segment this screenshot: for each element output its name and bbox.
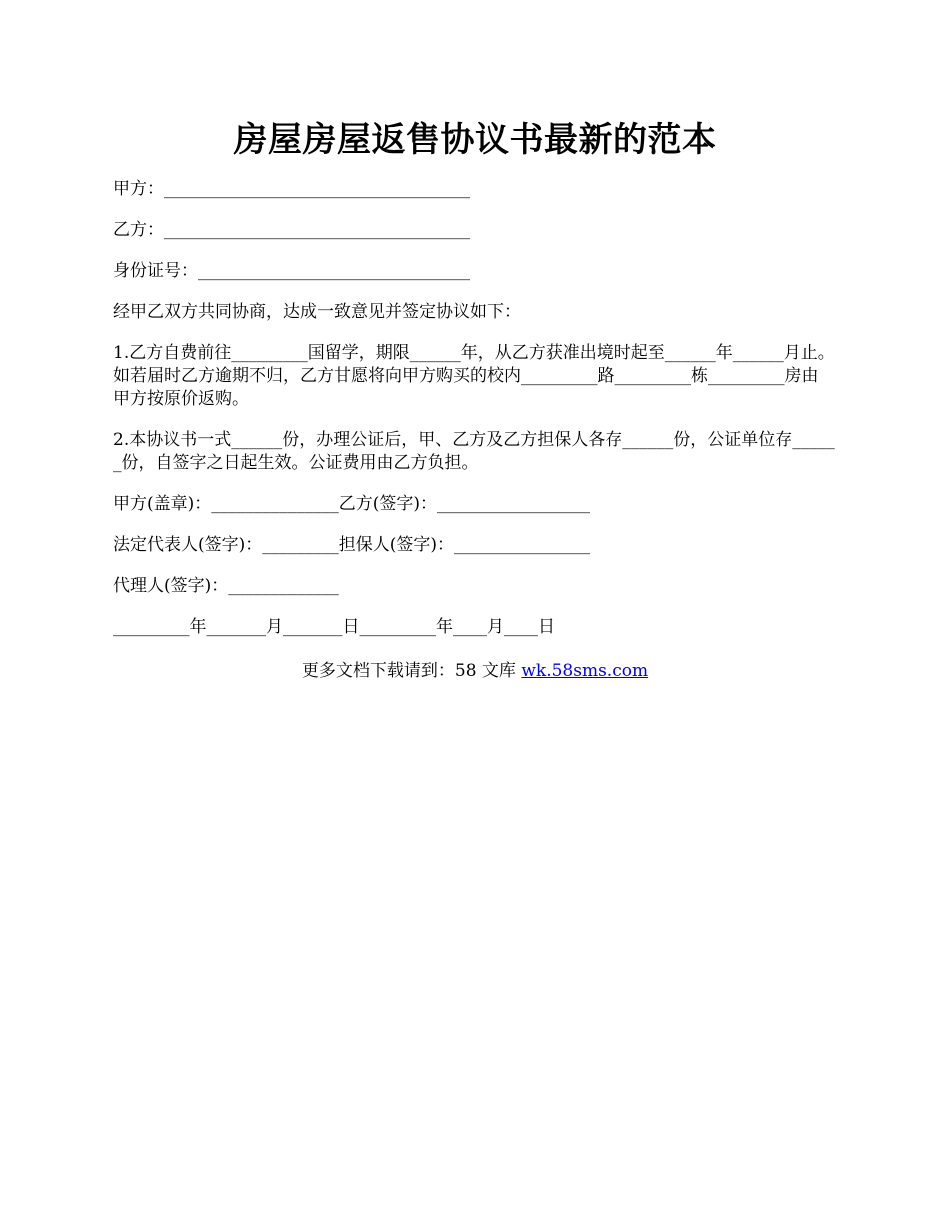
date-line: _________年_______月_______日_________年____月____日	[113, 617, 555, 637]
id-number-line: 身份证号：________________________________	[113, 261, 470, 281]
document-title: 房屋房屋返售协议书最新的范本	[233, 120, 717, 160]
footer	[0, 660, 950, 683]
footer-text: 更多文档下载请到：58 文库	[301, 661, 522, 681]
party-b-line: 乙方：____________________________________	[113, 220, 470, 240]
party-a-line: 甲方：____________________________________	[113, 179, 470, 199]
clause-1: 1.乙方自费前往_________国留学，期限______年，从乙方获准出境时起至______年______月止。如若届时乙方逾期不归，乙方甘愿将向甲方购买的校内_________路_________栋_________房由甲方按原价返购。	[113, 343, 835, 409]
signature-line-representative: 法定代表人(签字)：_________担保人(签字)：________________	[113, 535, 591, 555]
signature-line-agent: 代理人(签字)：_____________	[113, 576, 339, 596]
signature-line-parties: 甲方(盖章)：_______________乙方(签字)：__________________	[113, 494, 591, 514]
clause-2: 2.本协议书一式______份，办理公证后，甲、乙方及乙方担保人各存______份，公证单位存______份，自签字之日起生效。公证费用由乙方负担。	[113, 430, 835, 473]
agreement-intro: 经甲乙双方共同协商，达成一致意见并签定协议如下：	[113, 302, 521, 322]
document-body	[113, 178, 835, 657]
footer-link[interactable]: wk.58sms.com	[521, 661, 649, 681]
